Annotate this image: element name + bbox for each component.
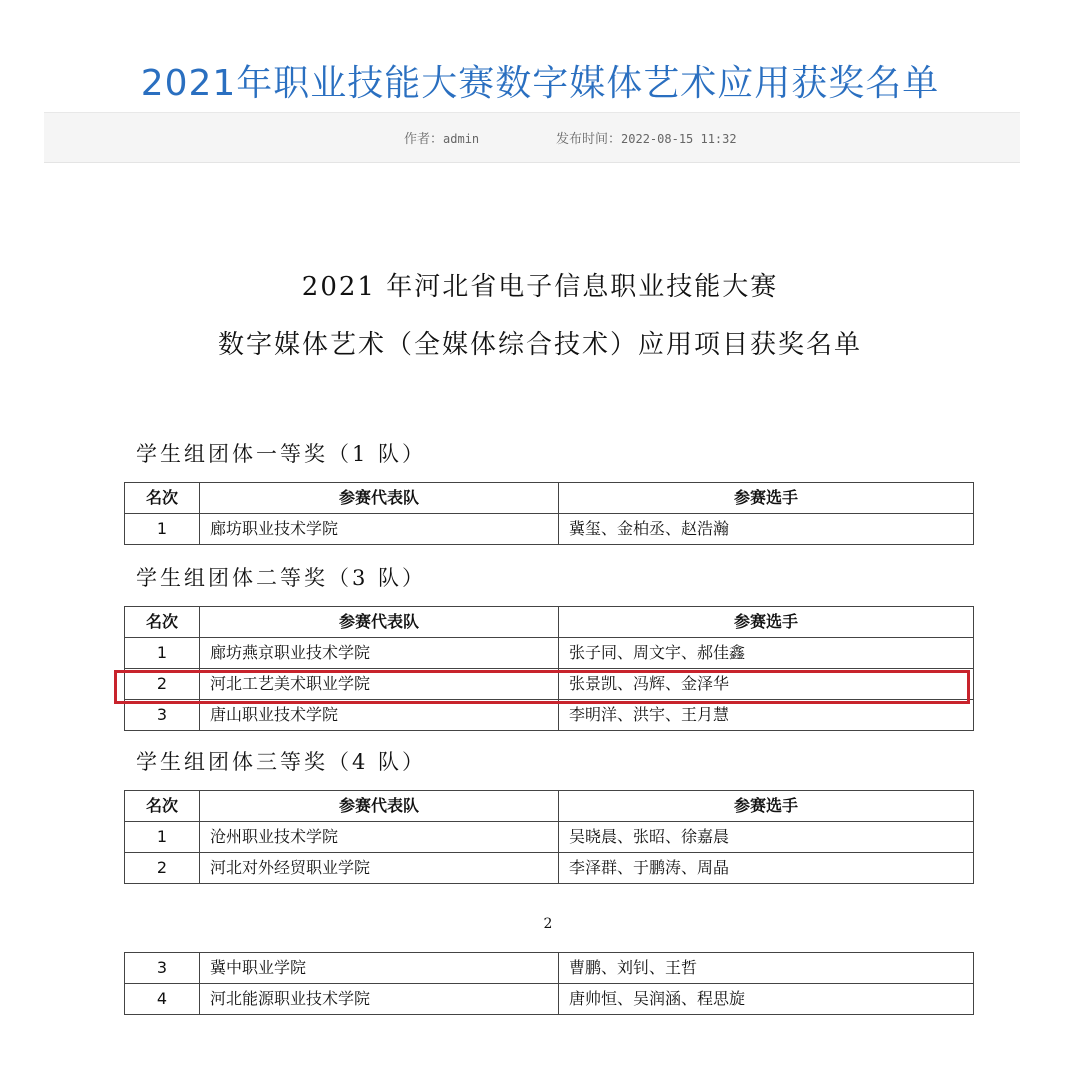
third-prize-table-continued <box>124 952 974 1015</box>
players-cell: 张子同、周文宇、郝佳鑫 <box>559 638 974 669</box>
table-row <box>125 514 974 545</box>
team-cell: 河北对外经贸职业学院 <box>200 853 559 884</box>
article-meta-bar <box>44 112 1020 163</box>
publish-date: 2022-08-15 11:32 <box>621 132 737 146</box>
author-label: 作者： <box>404 132 444 147</box>
table-header-row <box>125 791 974 822</box>
publish-date-label: 发布时间： <box>556 132 622 147</box>
column-header-rank: 名次 <box>125 791 200 822</box>
team-cell: 冀中职业学院 <box>200 953 559 984</box>
rank-cell: 3 <box>125 700 200 731</box>
column-header-players: 参赛选手 <box>559 791 974 822</box>
column-header-team: 参赛代表队 <box>200 483 559 514</box>
rank-cell: 2 <box>125 669 200 700</box>
second-prize-table <box>124 606 974 731</box>
publish-date-info <box>556 128 737 147</box>
section-title-third-prize: 学生组团体三等奖（4 队） <box>136 750 427 774</box>
players-cell: 李泽群、于鹏涛、周晶 <box>559 853 974 884</box>
column-header-players: 参赛选手 <box>559 483 974 514</box>
table-row <box>125 984 974 1015</box>
column-header-rank: 名次 <box>125 607 200 638</box>
team-cell: 河北能源职业技术学院 <box>200 984 559 1015</box>
rank-cell: 2 <box>125 853 200 884</box>
players-cell: 张景凯、冯辉、金泽华 <box>559 669 974 700</box>
rank-cell: 3 <box>125 953 200 984</box>
author-info <box>404 128 479 147</box>
players-cell: 李明洋、洪宇、王月慧 <box>559 700 974 731</box>
table-row <box>125 822 974 853</box>
team-cell: 河北工艺美术职业学院 <box>200 669 559 700</box>
table-header-row <box>125 607 974 638</box>
column-header-rank: 名次 <box>125 483 200 514</box>
section-title-first-prize: 学生组团体一等奖（1 队） <box>136 442 427 466</box>
team-cell: 唐山职业技术学院 <box>200 700 559 731</box>
first-prize-table <box>124 482 974 545</box>
rank-cell: 4 <box>125 984 200 1015</box>
table-row <box>125 700 974 731</box>
column-header-team: 参赛代表队 <box>200 791 559 822</box>
rank-cell: 1 <box>125 822 200 853</box>
column-header-players: 参赛选手 <box>559 607 974 638</box>
rank-cell: 1 <box>125 514 200 545</box>
column-header-team: 参赛代表队 <box>200 607 559 638</box>
team-cell: 沧州职业技术学院 <box>200 822 559 853</box>
table-row <box>125 638 974 669</box>
players-cell: 吴晓晨、张昭、徐嘉晨 <box>559 822 974 853</box>
table-row <box>125 853 974 884</box>
page-number: 2 <box>543 916 553 932</box>
highlight-box <box>114 670 970 704</box>
rank-cell: 1 <box>125 638 200 669</box>
players-cell: 唐帅恒、吴润涵、程思旋 <box>559 984 974 1015</box>
table-header-row <box>125 483 974 514</box>
players-cell: 冀玺、金柏丞、赵浩瀚 <box>559 514 974 545</box>
section-title-second-prize: 学生组团体二等奖（3 队） <box>136 566 427 590</box>
players-cell: 曹鹏、刘钊、王哲 <box>559 953 974 984</box>
table-row <box>125 953 974 984</box>
author-name: admin <box>443 132 480 146</box>
team-cell: 廊坊职业技术学院 <box>200 514 559 545</box>
document-heading-line2: 数字媒体艺术（全媒体综合技术）应用项目获奖名单 <box>217 330 862 360</box>
team-cell: 廊坊燕京职业技术学院 <box>200 638 559 669</box>
page-title: 2021年职业技能大赛数字媒体艺术应用获奖名单 <box>140 63 940 104</box>
third-prize-table <box>124 790 974 884</box>
document-heading-line1: 2021 年河北省电子信息职业技能大赛 <box>301 272 779 302</box>
